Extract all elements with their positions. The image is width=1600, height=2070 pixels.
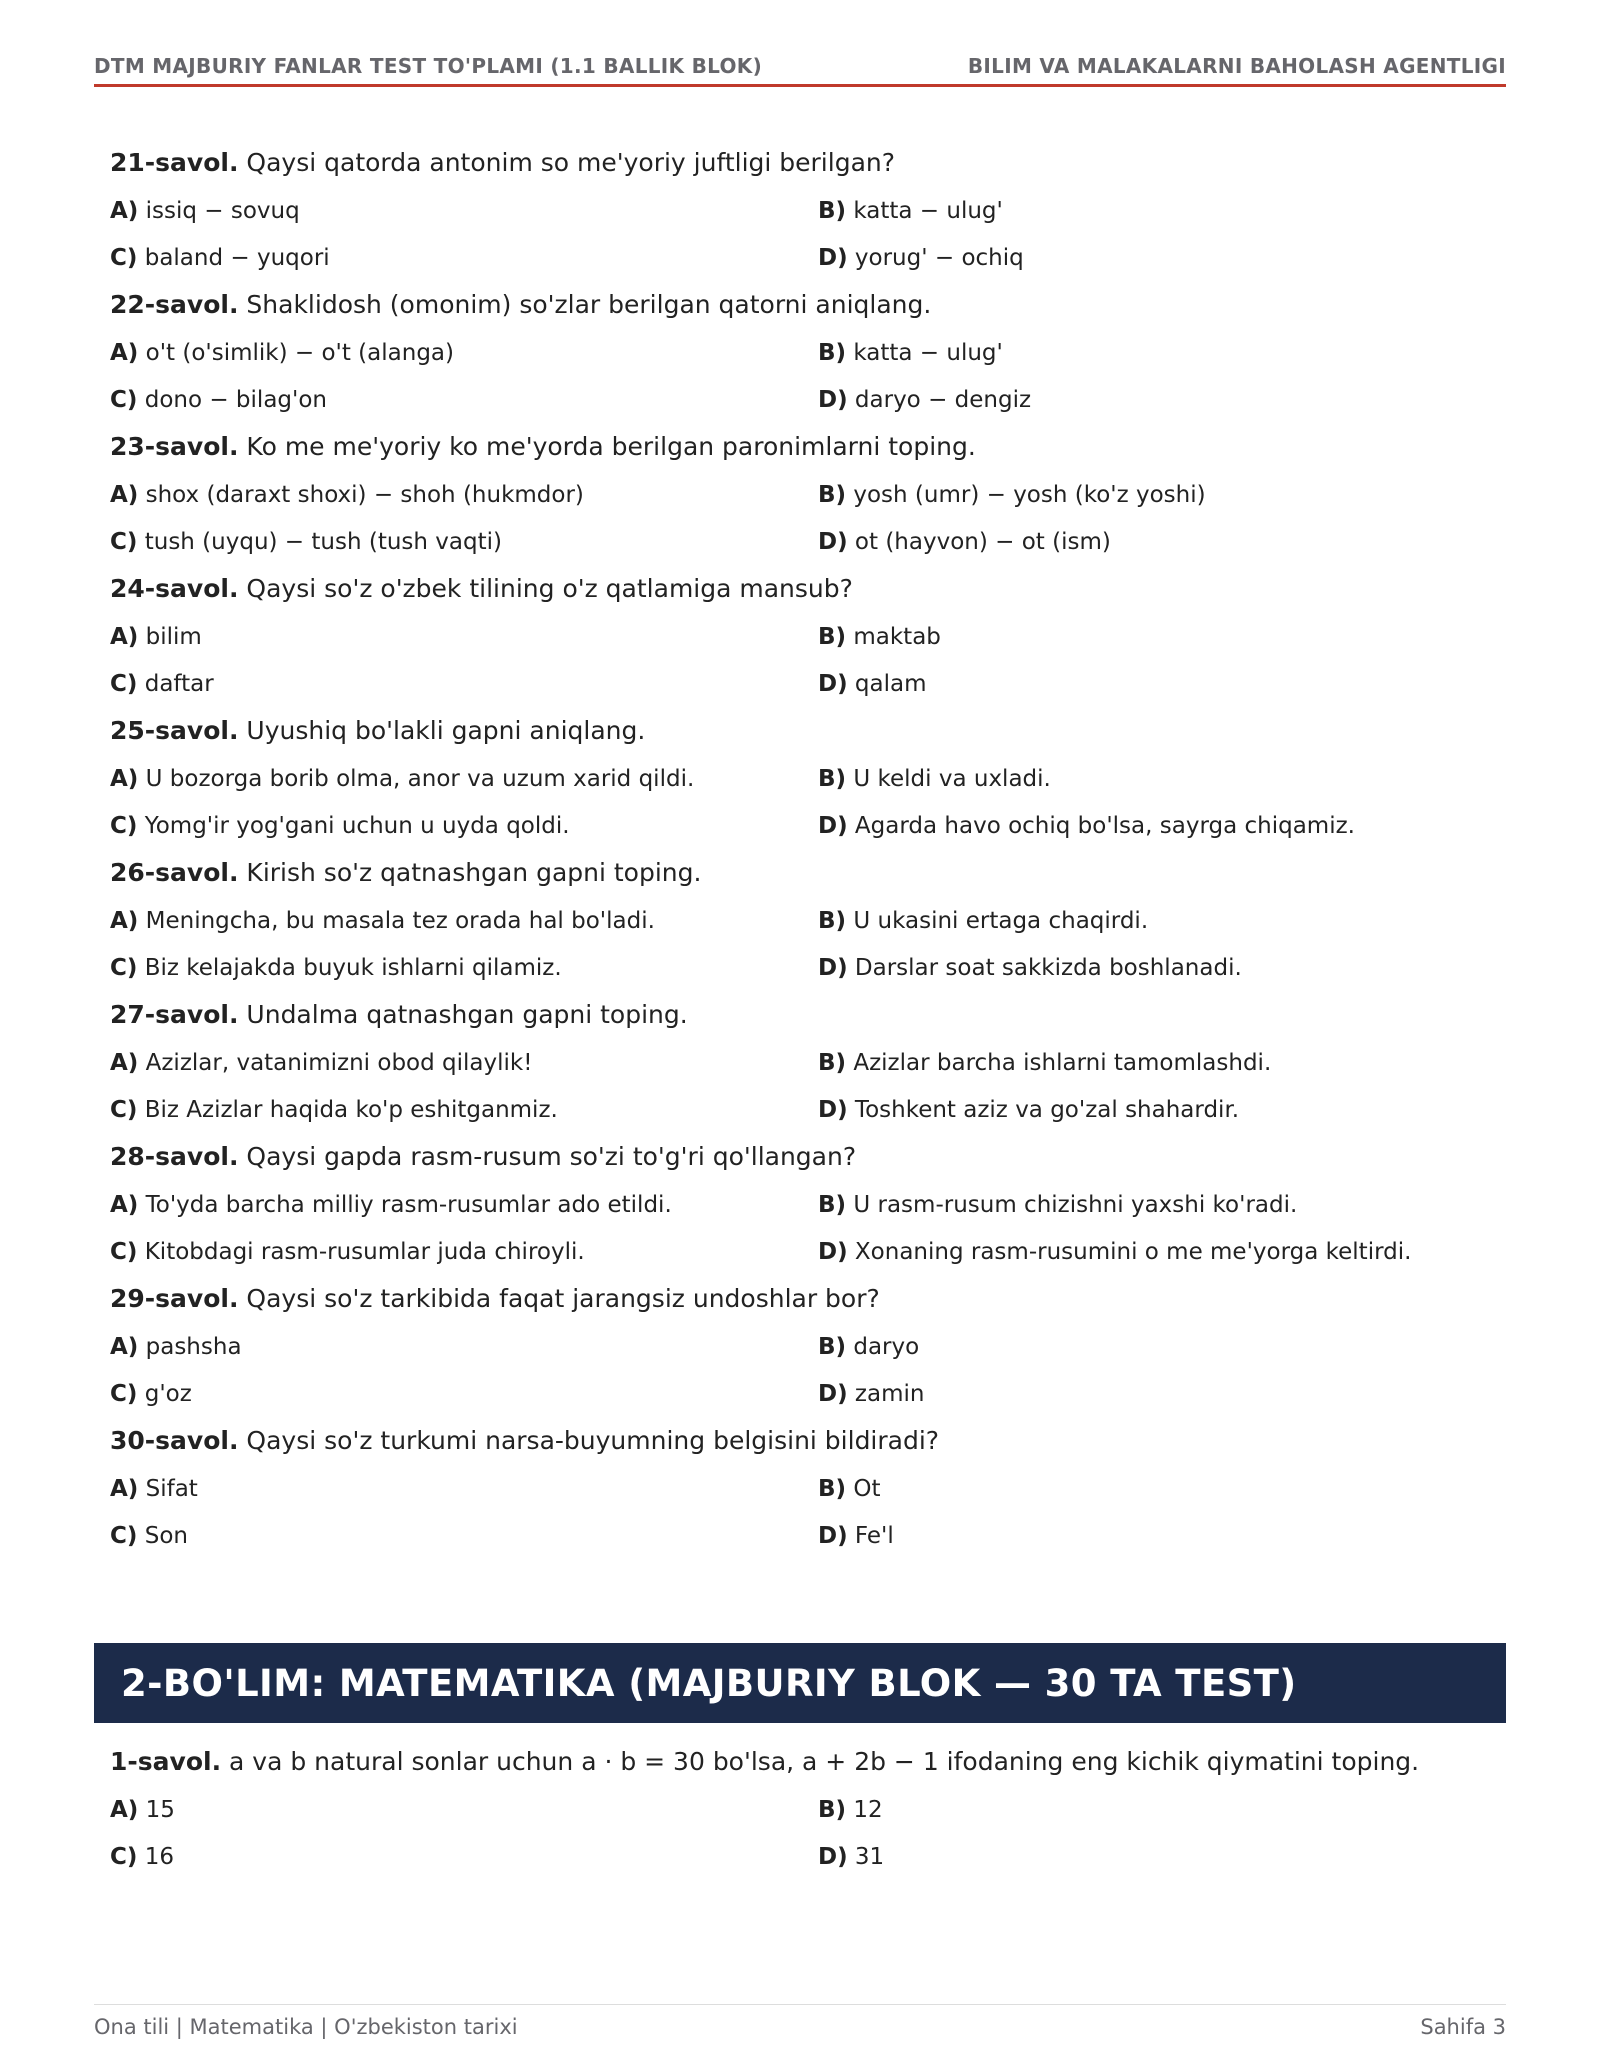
- answer-option: [818, 619, 1506, 655]
- answer-option: [818, 1518, 1506, 1554]
- option-text: katta − ulug': [853, 198, 1003, 224]
- answer-options: [110, 335, 1506, 418]
- option-letter: A): [110, 1192, 139, 1218]
- question-item: [110, 571, 1506, 702]
- option-letter: A): [110, 340, 139, 366]
- answer-option: [818, 903, 1506, 939]
- option-text: tush (uyqu) − tush (tush vaqti): [144, 529, 502, 555]
- option-letter: B): [818, 1476, 847, 1502]
- option-text: qalam: [854, 671, 927, 697]
- question-number: 25-savol.: [110, 716, 239, 745]
- question-prompt: Kirish so'z qatnashgan gapni toping.: [246, 858, 702, 887]
- option-text: Biz Azizlar haqida ko'p eshitganmiz.: [144, 1097, 558, 1123]
- answer-option: [818, 1092, 1506, 1128]
- option-letter: D): [818, 955, 848, 981]
- option-letter: C): [110, 1381, 138, 1407]
- question-number: 22-savol.: [110, 290, 239, 319]
- answer-options: [110, 903, 1506, 986]
- page-footer: [94, 2004, 1506, 2039]
- answer-option: [110, 240, 818, 276]
- answer-option: [818, 1376, 1506, 1412]
- answer-option: [110, 1471, 818, 1507]
- option-text: o't (o'simlik) − o't (alanga): [145, 340, 454, 366]
- option-letter: A): [110, 766, 139, 792]
- question-number: 26-savol.: [110, 858, 239, 887]
- question-number: 23-savol.: [110, 432, 239, 461]
- option-letter: B): [818, 198, 847, 224]
- option-letter: A): [110, 908, 139, 934]
- option-letter: B): [818, 1334, 847, 1360]
- question-prompt: Qaysi gapda rasm-rusum so'zi to'g'ri qo'llangan?: [246, 1142, 857, 1171]
- answer-option: [818, 1792, 1506, 1828]
- question-item: [110, 997, 1506, 1128]
- answer-options: [110, 1187, 1506, 1270]
- answer-option: [818, 477, 1506, 513]
- question-text: [110, 855, 1506, 891]
- answer-option: [110, 903, 818, 939]
- answer-option: [110, 1329, 818, 1365]
- option-text: daryo: [853, 1334, 920, 1360]
- answer-option: [110, 950, 818, 986]
- answer-option: [818, 1187, 1506, 1223]
- option-text: Sifat: [145, 1476, 198, 1502]
- question-text: [110, 1744, 1506, 1780]
- answer-option: [818, 1045, 1506, 1081]
- option-text: 12: [853, 1797, 883, 1823]
- header-title: DTM MAJBURIY FANLAR TEST TO'PLAMI (1.1 BALLIK BLOK): [94, 54, 763, 78]
- option-text: dono − bilag'on: [144, 387, 327, 413]
- option-text: Yomg'ir yog'gani uchun u uyda qoldi.: [144, 813, 570, 839]
- math-questions-list: [110, 1744, 1506, 1886]
- answer-option: [818, 240, 1506, 276]
- question-text: [110, 997, 1506, 1033]
- question-number: 27-savol.: [110, 1000, 239, 1029]
- option-text: Xonaning rasm-rusumini o me me'yorga keltirdi.: [854, 1239, 1412, 1265]
- answer-option: [818, 524, 1506, 560]
- answer-option: [110, 1518, 818, 1554]
- section-heading-bar: [94, 1643, 1506, 1723]
- answer-option: [818, 382, 1506, 418]
- option-letter: D): [818, 1381, 848, 1407]
- option-text: U bozorga borib olma, anor va uzum xarid qildi.: [145, 766, 695, 792]
- question-text: [110, 1423, 1506, 1459]
- option-letter: D): [818, 1523, 848, 1549]
- option-letter: D): [818, 813, 848, 839]
- option-text: yorug' − ochiq: [854, 245, 1024, 271]
- answer-option: [818, 761, 1506, 797]
- option-text: shox (daraxt shoxi) − shoh (hukmdor): [145, 482, 584, 508]
- option-letter: B): [818, 624, 847, 650]
- answer-options: [110, 1045, 1506, 1128]
- option-letter: D): [818, 1844, 848, 1870]
- option-letter: A): [110, 1476, 139, 1502]
- question-item: [110, 145, 1506, 276]
- option-text: Son: [144, 1523, 188, 1549]
- option-text: Ot: [853, 1476, 881, 1502]
- option-letter: A): [110, 198, 139, 224]
- question-item: [110, 855, 1506, 986]
- answer-options: [110, 761, 1506, 844]
- page-header: [94, 54, 1506, 87]
- question-number: 24-savol.: [110, 574, 239, 603]
- question-prompt: Shaklidosh (omonim) so'zlar berilgan qatorni aniqlang.: [246, 290, 932, 319]
- option-letter: C): [110, 955, 138, 981]
- question-prompt: a va b natural sonlar uchun a · b = 30 bo'lsa, a + 2b − 1 ifodaning eng kichik qiymatini toping.: [229, 1747, 1420, 1776]
- option-text: bilim: [145, 624, 202, 650]
- question-item: [110, 713, 1506, 844]
- option-text: Darslar soat sakkizda boshlanadi.: [854, 955, 1242, 981]
- question-number: 29-savol.: [110, 1284, 239, 1313]
- option-letter: D): [818, 387, 848, 413]
- option-text: 15: [145, 1797, 175, 1823]
- option-text: U keldi va uxladi.: [853, 766, 1051, 792]
- question-prompt: Uyushiq bo'lakli gapni aniqlang.: [246, 716, 646, 745]
- option-letter: C): [110, 1239, 138, 1265]
- question-text: [110, 571, 1506, 607]
- question-text: [110, 287, 1506, 323]
- answer-option: [818, 950, 1506, 986]
- option-letter: A): [110, 1334, 139, 1360]
- option-text: To'yda barcha milliy rasm-rusumlar ado etildi.: [145, 1192, 672, 1218]
- answer-options: [110, 1329, 1506, 1412]
- option-text: Agarda havo ochiq bo'lsa, sayrga chiqamiz.: [854, 813, 1355, 839]
- option-text: issiq − sovuq: [145, 198, 300, 224]
- question-text: [110, 429, 1506, 465]
- section-title: 2-BO'LIM: MATEMATIKA (MAJBURIY BLOK — 30 TA TEST): [121, 1661, 1297, 1705]
- answer-option: [110, 1376, 818, 1412]
- question-prompt: Qaysi so'z tarkibida faqat jarangsiz undoshlar bor?: [246, 1284, 880, 1313]
- answer-option: [110, 382, 818, 418]
- answer-options: [110, 477, 1506, 560]
- question-item: [110, 1423, 1506, 1554]
- option-text: ot (hayvon) − ot (ism): [854, 529, 1111, 555]
- option-letter: B): [818, 766, 847, 792]
- question-prompt: Ko me me'yoriy ko me'yorda berilgan paronimlarni toping.: [246, 432, 976, 461]
- questions-list: [110, 145, 1506, 1565]
- option-text: Kitobdagi rasm-rusumlar juda chiroyli.: [144, 1239, 585, 1265]
- option-text: pashsha: [145, 1334, 242, 1360]
- option-letter: C): [110, 387, 138, 413]
- answer-option: [110, 1045, 818, 1081]
- option-letter: B): [818, 482, 847, 508]
- answer-options: [110, 1792, 1506, 1875]
- question-item: [110, 1744, 1506, 1875]
- option-letter: D): [818, 671, 848, 697]
- footer-subjects: Ona tili | Matematika | O'zbekiston tarixi: [94, 2015, 518, 2039]
- answer-option: [818, 1839, 1506, 1875]
- answer-option: [110, 666, 818, 702]
- answer-option: [110, 1839, 818, 1875]
- option-text: Fe'l: [854, 1523, 894, 1549]
- question-number: 21-savol.: [110, 148, 239, 177]
- question-text: [110, 145, 1506, 181]
- question-item: [110, 1139, 1506, 1270]
- answer-option: [110, 761, 818, 797]
- question-number: 28-savol.: [110, 1142, 239, 1171]
- option-letter: D): [818, 245, 848, 271]
- option-letter: C): [110, 1844, 138, 1870]
- option-letter: C): [110, 1097, 138, 1123]
- question-prompt: Qaysi so'z turkumi narsa-buyumning belgisini bildiradi?: [246, 1426, 940, 1455]
- answer-option: [110, 1234, 818, 1270]
- option-text: yosh (umr) − yosh (ko'z yoshi): [853, 482, 1206, 508]
- option-text: g'oz: [144, 1381, 192, 1407]
- option-letter: B): [818, 1797, 847, 1823]
- answer-options: [110, 193, 1506, 276]
- option-letter: D): [818, 529, 848, 555]
- option-letter: A): [110, 482, 139, 508]
- answer-options: [110, 619, 1506, 702]
- option-text: baland − yuqori: [144, 245, 330, 271]
- option-text: Azizlar barcha ishlarni tamomlashdi.: [853, 1050, 1272, 1076]
- option-text: zamin: [854, 1381, 925, 1407]
- option-text: Toshkent aziz va go'zal shahardir.: [854, 1097, 1240, 1123]
- option-letter: A): [110, 1050, 139, 1076]
- option-letter: D): [818, 1097, 848, 1123]
- option-text: 16: [144, 1844, 174, 1870]
- question-number: 30-savol.: [110, 1426, 239, 1455]
- option-letter: B): [818, 340, 847, 366]
- option-text: daftar: [144, 671, 214, 697]
- question-item: [110, 287, 1506, 418]
- question-text: [110, 1281, 1506, 1317]
- option-letter: C): [110, 245, 138, 271]
- answer-options: [110, 1471, 1506, 1554]
- answer-option: [110, 619, 818, 655]
- option-text: U ukasini ertaga chaqirdi.: [853, 908, 1149, 934]
- option-letter: C): [110, 671, 138, 697]
- question-number: 1-savol.: [110, 1747, 222, 1776]
- option-letter: C): [110, 1523, 138, 1549]
- question-item: [110, 429, 1506, 560]
- answer-option: [110, 1187, 818, 1223]
- answer-option: [818, 193, 1506, 229]
- option-letter: B): [818, 908, 847, 934]
- answer-option: [818, 808, 1506, 844]
- question-prompt: Qaysi qatorda antonim so me'yoriy juftligi berilgan?: [246, 148, 896, 177]
- option-letter: B): [818, 1192, 847, 1218]
- option-text: Biz kelajakda buyuk ishlarni qilamiz.: [144, 955, 562, 981]
- option-text: Meningcha, bu masala tez orada hal bo'ladi.: [145, 908, 655, 934]
- answer-option: [110, 524, 818, 560]
- answer-option: [110, 808, 818, 844]
- question-prompt: Qaysi so'z o'zbek tilining o'z qatlamiga mansub?: [246, 574, 853, 603]
- answer-option: [110, 1092, 818, 1128]
- option-letter: C): [110, 529, 138, 555]
- answer-option: [110, 335, 818, 371]
- option-letter: D): [818, 1239, 848, 1265]
- option-text: maktab: [853, 624, 941, 650]
- answer-option: [818, 335, 1506, 371]
- answer-option: [818, 1471, 1506, 1507]
- option-letter: A): [110, 1797, 139, 1823]
- answer-option: [818, 666, 1506, 702]
- option-letter: C): [110, 813, 138, 839]
- option-letter: B): [818, 1050, 847, 1076]
- option-text: U rasm-rusum chizishni yaxshi ko'radi.: [853, 1192, 1298, 1218]
- option-text: katta − ulug': [853, 340, 1003, 366]
- option-text: Azizlar, vatanimizni obod qilaylik!: [145, 1050, 533, 1076]
- option-text: daryo − dengiz: [854, 387, 1032, 413]
- answer-option: [818, 1234, 1506, 1270]
- question-text: [110, 713, 1506, 749]
- answer-option: [110, 193, 818, 229]
- answer-option: [110, 1792, 818, 1828]
- question-text: [110, 1139, 1506, 1175]
- answer-option: [110, 477, 818, 513]
- question-prompt: Undalma qatnashgan gapni toping.: [246, 1000, 688, 1029]
- option-text: 31: [854, 1844, 885, 1870]
- question-item: [110, 1281, 1506, 1412]
- answer-option: [818, 1329, 1506, 1365]
- page-number: Sahifa 3: [1420, 2015, 1506, 2039]
- header-agency: BILIM VA MALAKALARNI BAHOLASH AGENTLIGI: [967, 54, 1506, 78]
- option-letter: A): [110, 624, 139, 650]
